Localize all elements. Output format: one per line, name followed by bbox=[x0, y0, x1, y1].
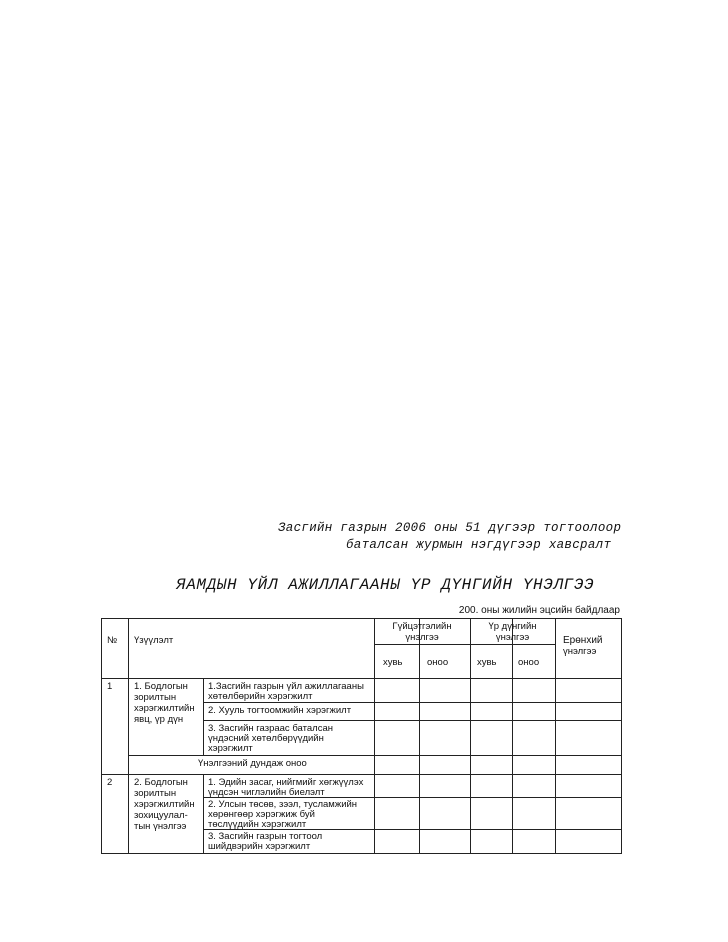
row-1-number: 1 bbox=[107, 681, 113, 692]
sub-score-header: оноо bbox=[427, 657, 449, 668]
row-2-item-2-line-1: 2. Улсын төсөв, зээл, тусламжийн bbox=[208, 799, 358, 810]
row-2-group-line-5: тын үнэлгээ bbox=[134, 821, 187, 832]
sub-percent-header: хувь bbox=[383, 657, 403, 668]
row-2-item-3-line-1: 3. Засгийн газрын тогтоол bbox=[208, 831, 323, 842]
col-overall-header-2: үнэлгээ bbox=[563, 646, 597, 657]
row-1-item-1-line-2: хөтөлбөрийн хэрэгжилт bbox=[208, 691, 313, 702]
row-2-group-line-3: хэрэгжилтийн bbox=[134, 799, 195, 810]
sub-percent-header-2: хувь bbox=[477, 657, 497, 668]
document-title: ЯАМДЫН ҮЙЛ АЖИЛЛАГААНЫ ҮР ДҮНГИЙН ҮНЭЛГЭЭ bbox=[176, 576, 595, 594]
row-1-group-line-3: хэрэгжилтийн bbox=[134, 703, 195, 714]
row-1-item-3-line-2: үндэсний хөтөлбөрүүдийн bbox=[208, 733, 324, 744]
col-result-header-2: үнэлгээ bbox=[495, 632, 530, 643]
col-performance-header-2: үнэлгээ bbox=[405, 632, 439, 643]
row-2-item-2-line-3: төслүүдийн хэрэгжилт bbox=[208, 819, 307, 830]
col-no-header: № bbox=[107, 635, 118, 646]
row-1-group-line-4: явц, үр дүн bbox=[134, 714, 184, 725]
col-result-header-1: Үр дүнгийн bbox=[488, 621, 537, 632]
row-1-item-2-line-1: 2. Хууль тогтоомжийн хэрэгжилт bbox=[208, 705, 352, 716]
sub-score-header-2: оноо bbox=[518, 657, 540, 668]
col-overall-header-1: Ерөнхий bbox=[563, 635, 603, 646]
col-performance-header-1: Гүйцэтгэлийн bbox=[392, 621, 452, 632]
row-1-item-3-line-3: хэрэгжилт bbox=[208, 743, 253, 754]
row-2-group-line-1: 2. Бодлогын bbox=[134, 777, 188, 788]
approval-line-2: баталсан журмын нэгдүгээр хавсралт bbox=[346, 538, 612, 552]
row-1-group-line-2: зорилтын bbox=[134, 692, 177, 703]
row-2-group-line-2: зорилтын bbox=[134, 788, 177, 799]
row-2-item-2-line-2: хөрөнгөөр хэрэгжиж буй bbox=[208, 809, 315, 820]
row-2-item-3-line-2: шийдвэрийн хэрэгжилт bbox=[208, 841, 311, 852]
evaluation-table bbox=[101, 618, 622, 854]
row-1-item-3-line-1: 3. Засгийн газраас баталсан bbox=[208, 723, 333, 734]
col-indicator-header: Үзүүлэлт bbox=[134, 635, 174, 646]
approval-line-1: Засгийн газрын 2006 оны 51 дүгээр тогтоолоор bbox=[278, 521, 622, 535]
period-note: 200. оны жилийн эцсийн байдлаар bbox=[458, 605, 620, 616]
row-2-group-line-4: зохицуулал- bbox=[134, 810, 188, 821]
row-1-item-1-line-1: 1.Засгийн газрын үйл ажиллагааны bbox=[208, 681, 364, 692]
row-1-group-line-1: 1. Бодлогын bbox=[134, 681, 188, 692]
row-2-item-1-line-1: 1. Эдийн засаг, нийгмийг хөгжүүлэх bbox=[208, 777, 364, 788]
row-1-average-label: Үнэлгээний дундаж оноо bbox=[198, 758, 307, 769]
row-2-item-1-line-2: үндсэн чиглэлийн биелэлт bbox=[208, 787, 325, 798]
row-2-number: 2 bbox=[107, 777, 113, 788]
